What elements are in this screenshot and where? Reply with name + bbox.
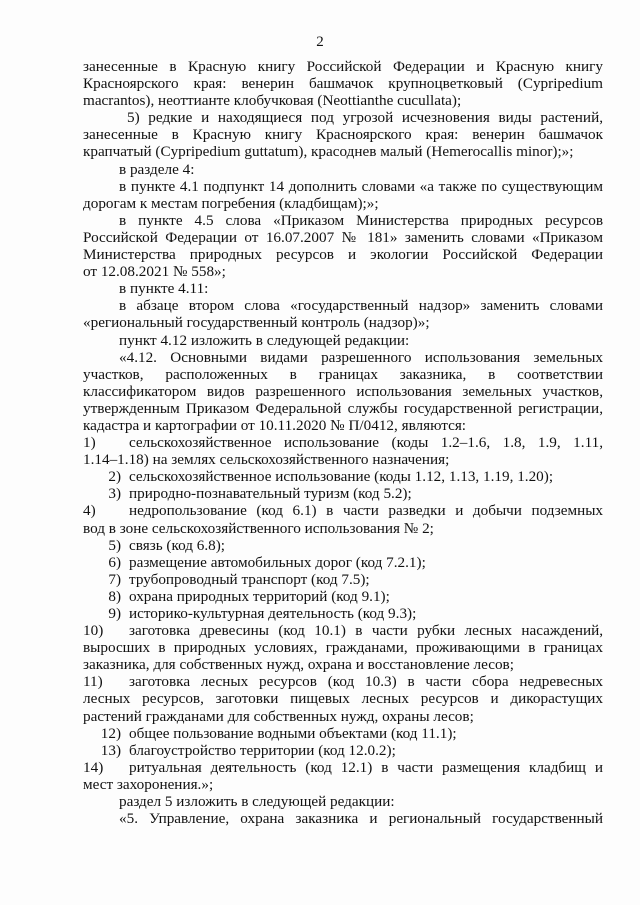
text-line xyxy=(83,229,603,246)
list-item-line xyxy=(83,537,603,554)
text-line xyxy=(83,195,603,212)
line-text: «региональный государственный контроль (надзор)»; xyxy=(83,314,430,332)
list-number: 1) xyxy=(83,434,96,452)
line-text: раздел 5 изложить в следующей редакции: xyxy=(119,793,395,811)
line-text: занесенные в Красную книгу Российской Федерации и Красную книгу xyxy=(83,58,603,75)
line-text: пункт 4.12 изложить в следующей редакции: xyxy=(119,331,410,349)
line-text: сельскохозяйственное использование (коды 1.12, 1.13, 1.19, 1.20); xyxy=(129,468,554,486)
line-text: в разделе 4: xyxy=(119,160,195,178)
list-number: 5) xyxy=(108,536,121,554)
line-text: классификатором видов разрешенного использования земельных участков, xyxy=(83,382,603,400)
line-text: в пункте 4.1 подпункт 14 дополнить словами «а также по существующим xyxy=(119,177,603,195)
line-text: дорогам к местам погребения (кладбищам);»; xyxy=(83,194,379,212)
line-text: ритуальная деятельность (код 12.1) в части размещения кладбищ и xyxy=(129,758,603,776)
text-line xyxy=(83,793,603,810)
list-number: 8) xyxy=(108,587,121,605)
line-text: историко-культурная деятельность (код 9.3); xyxy=(129,605,417,622)
text-line xyxy=(83,263,603,280)
line-text: от 12.08.2021 № 558»; xyxy=(83,263,226,281)
line-text: занесенные в Красную книгу Красноярского края: венерин башмачок xyxy=(83,126,603,144)
line-text: Российской Федерации от 16.07.2007 № 181» заменить словами «Приказом xyxy=(83,228,603,246)
text-line xyxy=(83,690,603,707)
list-number: 6) xyxy=(108,553,121,571)
line-text: благоустройство территории (код 12.0.2); xyxy=(129,741,396,759)
line-text: размещение автомобильных дорог (код 7.2.1); xyxy=(129,553,426,571)
text-line xyxy=(83,451,603,468)
list-item-line xyxy=(83,554,603,571)
line-text: лесных ресурсов, заготовки пищевых лесных ресурсов и дикорастущих xyxy=(83,690,603,708)
line-text: вод в зоне сельскохозяйственного использования № 2; xyxy=(83,519,434,537)
text-line xyxy=(83,75,603,92)
line-text: заготовка лесных ресурсов (код 10.3) в части сбора недревесных xyxy=(129,673,603,691)
line-text: macrantos), неоттианте клобучковая (Neottianthe cucullata); xyxy=(83,92,462,110)
line-text: утвержденным Приказом Федеральной службы государственной регистрации, xyxy=(83,399,603,417)
line-text: в пункте 4.11: xyxy=(119,280,209,298)
list-number: 12) xyxy=(100,724,121,742)
list-item-line xyxy=(83,571,603,588)
text-line xyxy=(83,58,603,75)
list-number: 3) xyxy=(108,485,121,503)
text-line xyxy=(83,639,603,656)
list-number: 9) xyxy=(108,605,121,622)
document-body xyxy=(83,58,603,827)
line-text: общее пользование водными объектами (код 11.1); xyxy=(129,724,457,742)
line-text: кадастра и картографии от 10.11.2020 № П/0412, являются: xyxy=(83,416,467,434)
text-line xyxy=(83,708,603,725)
list-item-line xyxy=(83,725,603,742)
line-text: «5. Управление, охрана заказника и региональный государственный xyxy=(119,810,603,828)
text-line xyxy=(83,178,603,195)
line-text: трубопроводный транспорт (код 7.5); xyxy=(129,570,370,588)
text-line xyxy=(83,143,603,160)
list-item-line xyxy=(83,485,603,502)
list-item-line xyxy=(83,502,603,519)
list-number: 2) xyxy=(108,468,121,486)
line-text: в пункте 4.5 слова «Приказом Министерства природных ресурсов xyxy=(119,211,603,229)
list-number: 11) xyxy=(83,673,103,691)
text-line xyxy=(83,520,603,537)
text-line xyxy=(83,212,603,229)
text-line xyxy=(83,161,603,178)
text-line xyxy=(83,349,603,366)
line-text: сельскохозяйственное использование (коды 1.2–1.6, 1.8, 1.9, 1.11, xyxy=(129,434,603,452)
text-line xyxy=(83,400,603,417)
line-text: Красноярского края: венерин башмачок крупноцветковый (Cypripedium xyxy=(83,75,603,93)
line-text: «4.12. Основными видами разрешенного использования земельных xyxy=(119,348,603,366)
line-text: выросших в природных условиях, гражданами, проживающими в границах xyxy=(83,639,603,657)
line-text: недропользование (код 6.1) в части разведки и добычи подземных xyxy=(129,502,603,520)
list-item-line xyxy=(83,673,603,690)
text-line xyxy=(83,126,603,143)
line-text: мест захоронения.»; xyxy=(83,775,214,793)
text-line xyxy=(83,776,603,793)
text-line xyxy=(83,810,603,827)
text-line xyxy=(83,332,603,349)
list-number: 13) xyxy=(100,741,121,759)
list-number: 10) xyxy=(83,622,104,640)
line-text: 5) редкие и находящиеся под угрозой исчезновения виды растений, xyxy=(127,109,603,127)
list-item-line xyxy=(83,605,603,622)
text-line xyxy=(83,656,603,673)
line-text: крапчатый (Cypripedium guttatum), красоднев малый (Hemerocallis minor);»; xyxy=(83,143,574,161)
list-item-line xyxy=(83,759,603,776)
line-text: связь (код 6.8); xyxy=(129,536,226,554)
line-text: заготовка древесины (код 10.1) в части рубки лесных насаждений, xyxy=(129,622,603,640)
text-line xyxy=(83,280,603,297)
list-item-line xyxy=(83,588,603,605)
line-text: заказника, для собственных нужд, охрана и восстановление лесов; xyxy=(83,656,514,674)
list-number: 7) xyxy=(108,570,121,588)
text-line xyxy=(83,366,603,383)
text-line xyxy=(83,417,603,434)
list-item-line xyxy=(83,468,603,485)
text-line xyxy=(83,92,603,109)
text-line xyxy=(83,109,603,126)
line-text: охрана природных территорий (код 9.1); xyxy=(129,587,390,605)
line-text: участков, расположенных в границах заказника, в соответствии xyxy=(83,365,603,383)
list-item-line xyxy=(83,742,603,759)
text-line xyxy=(83,297,603,314)
list-number: 4) xyxy=(83,502,96,520)
line-text: растений гражданами для собственных нужд, охраны лесов; xyxy=(83,707,474,725)
text-line xyxy=(83,314,603,331)
text-line xyxy=(83,246,603,263)
list-item-line xyxy=(83,622,603,639)
list-number: 14) xyxy=(83,758,104,776)
list-item-line xyxy=(83,434,603,451)
text-line xyxy=(83,383,603,400)
line-text: природно-познавательный туризм (код 5.2); xyxy=(129,485,412,503)
page-number: 2 xyxy=(316,34,324,50)
line-text: в абзаце втором слова «государственный надзор» заменить словами xyxy=(119,297,603,315)
line-text: Министерства природных ресурсов и экологии Российской Федерации xyxy=(83,246,603,264)
line-text: 1.14–1.18) на землях сельскохозяйственного назначения; xyxy=(83,451,450,469)
